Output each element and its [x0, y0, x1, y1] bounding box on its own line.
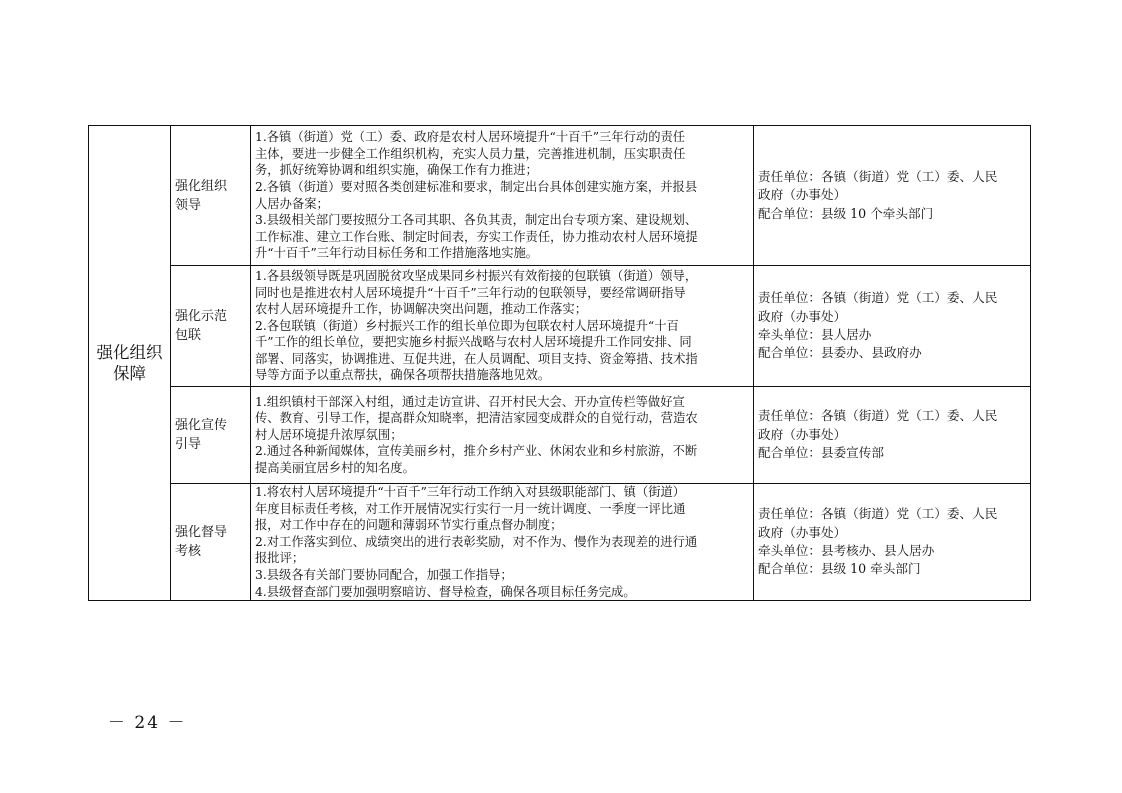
subcategory-cell: 强化宣传 引导 [171, 387, 251, 484]
table-row [89, 266, 1031, 387]
subcategory-cell: 强化示范 包联 [171, 266, 251, 387]
category-cell [89, 126, 171, 601]
measures-cell: 1.组织镇村干部深入村组，通过走访宣讲、召开村民大会、开办宣传栏等做好宣 传、教育、引导工作，提高群众知晓率，把清洁家园变成群众的自觉行动，营造农 村人居环境提升浓厚氛围； 2.通过各种新闻媒体，宣传美丽乡村，推介乡村产业、休闲农业和乡村旅游，不断 提高美丽宜居乡村的知名度。 [251, 387, 754, 484]
measures-cell: 1.各县级领导既是巩固脱贫攻坚成果同乡村振兴有效衔接的包联镇（街道）领导， 同时也是推进农村人居环境提升“十百千”三年行动的包联领导，要经常调研指导 农村人居环境提升工作，协调解决突出问题，推动工作落实； 2.各包联镇（街道）乡村振兴工作的组长单位即为包联农村人居环境提升“十百 千”工作的组长单位，要把实施乡村振兴战略与农村人居环境提升工作同安排、同 部署、同落实，协调推进、互促共进，在人员调配、项目支持、资金筹措、技术指 导等方面予以重点帮扶，确保各项帮扶措施落地见效。 [251, 266, 754, 387]
table-row [89, 387, 1031, 484]
table-row [89, 484, 1031, 601]
responsibility-cell: 责任单位：各镇（街道）党（工）委、人民 政府（办事处） 牵头单位：县人居办 配合单位：县委办、县政府办 [754, 266, 1031, 387]
page-number: － 24 － [108, 713, 187, 733]
category-text: 强化组织 [96, 343, 163, 363]
table-row [89, 126, 1031, 266]
subcategory-cell: 强化督导 考核 [171, 484, 251, 601]
measures-cell: 1.将农村人居环境提升“十百千”三年行动工作纳入对县级职能部门、镇（街道） 年度目标责任考核，对工作开展情况实行实行一月一统计调度、一季度一评比通 报，对工作中存在的问题和薄弱环节实行重点督办制度； 2.对工作落实到位、成绩突出的进行表彰奖励，对不作为、慢作为表现差的进行通 报批评； 3.县级各有关部门要协同配合，加强工作指导； 4.县级督查部门要加强明察暗访、督导检查，确保各项目标任务完成。 [251, 484, 754, 601]
subcategory-cell: 强化组织 领导 [171, 126, 251, 266]
responsibility-cell: 责任单位：各镇（街道）党（工）委、人民 政府（办事处） 配合单位：县级 10 个牵头部门 [754, 126, 1031, 266]
task-table [88, 125, 1031, 601]
responsibility-cell: 责任单位：各镇（街道）党（工）委、人民 政府（办事处） 牵头单位：县考核办、县人居办 配合单位：县级 10 牵头部门 [754, 484, 1031, 601]
responsibility-cell: 责任单位：各镇（街道）党（工）委、人民 政府（办事处） 配合单位：县委宣传部 [754, 387, 1031, 484]
measures-cell: 1.各镇（街道）党（工）委、政府是农村人居环境提升“十百千”三年行动的责任 主体，要进一步健全工作组织机构，充实人员力量，完善推进机制，压实职责任 务，抓好统筹协调和组织实施，确保工作有力推进； 2.各镇（街道）要对照各类创建标准和要求，制定出台具体创建实施方案，并报县 人居办备案； 3.县级相关部门要按照分工各司其职、各负其责，制定出台专项方案、建设规划、 工作标准、建立工作台账、制定时间表，夯实工作责任，协力推动农村人居环境提 升“十百千”三年行动目标任务和工作措施落地实施。 [251, 126, 754, 266]
category-text: 保障 [113, 364, 146, 384]
